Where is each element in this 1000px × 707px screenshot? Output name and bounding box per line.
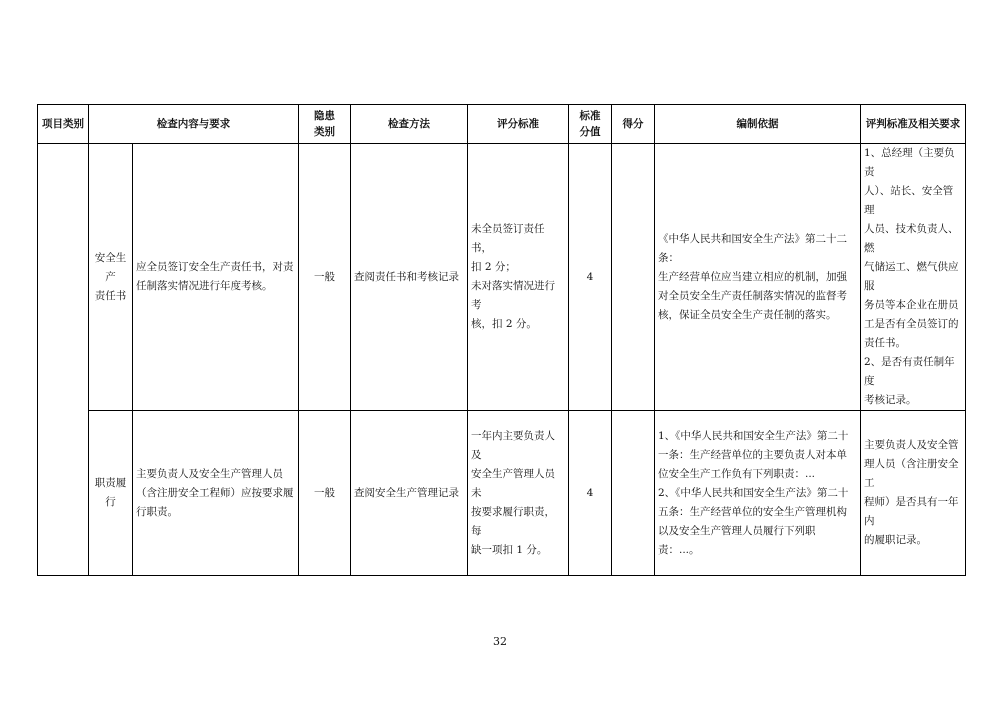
header-points: 标准 分值 (569, 105, 612, 144)
header-method: 检查方法 (351, 105, 468, 144)
header-basis: 编制依据 (655, 105, 861, 144)
content-cell: 主要负责人及安全生产管理人员 （含注册安全工程师）应按要求履 行职责。 (133, 411, 299, 576)
inspection-table (37, 104, 966, 576)
score-cell (612, 144, 655, 411)
criteria-cell: 主要负责人及安全管 理人员（含注册安全工 程师）是否具有一年内 的履职记录。 (861, 411, 966, 576)
method-cell: 查阅安全生产管理记录 (351, 411, 468, 576)
hazard-cell: 一般 (299, 144, 351, 411)
header-criteria: 评判标准及相关要求 (861, 105, 966, 144)
subcategory-cell: 安全生 产 责任书 (89, 144, 133, 411)
points-cell: 4 (569, 144, 612, 411)
page-number: 32 (493, 635, 507, 648)
content-cell: 应全员签订安全生产责任书，对责 任制落实情况进行年度考核。 (133, 144, 299, 411)
hazard-cell: 一般 (299, 411, 351, 576)
subcategory-cell: 职责履 行 (89, 411, 133, 576)
header-hazard: 隐患 类别 (299, 105, 351, 144)
header-content: 检查内容与要求 (89, 105, 299, 144)
basis-cell: 《中华人民共和国安全生产法》第二十二 条： 生产经营单位应当建立相应的机制，加强 对全员安全生产责任制落实情况的监督考 核，保证全员安全生产责任制的落实。 (655, 144, 861, 411)
header-scoring: 评分标准 (468, 105, 569, 144)
table-row (38, 411, 966, 576)
method-cell: 查阅责任书和考核记录 (351, 144, 468, 411)
basis-cell: 1、《中华人民共和国安全生产法》第二十 一条：生产经营单位的主要负责人对本单 位安全生产工作负有下列职责：... 2、《中华人民共和国安全生产法》第二十 五条：生产经营单位的安全生产管理机构 以及安全生产管理人员履行下列职 责：...。 (655, 411, 861, 576)
criteria-cell: 1、总经理（主要负责 人）、站长、安全管理 人员、技术负责人、燃 气储运工、燃气供应服 务员等本企业在册员 工是否有全员签订的 责任书。 2、是否有责任制年度 考核记录。 (861, 144, 966, 411)
category-cell (38, 144, 89, 576)
points-cell: 4 (569, 411, 612, 576)
score-cell (612, 411, 655, 576)
table-row (38, 144, 966, 411)
table-header-row (38, 105, 966, 144)
scoring-cell: 一年内主要负责人及 安全生产管理人员未 按要求履行职责，每 缺一项扣 1 分。 (468, 411, 569, 576)
scoring-cell: 未全员签订责任书， 扣 2 分； 未对落实情况进行考 核，扣 2 分。 (468, 144, 569, 411)
header-score: 得分 (612, 105, 655, 144)
header-category: 项目类别 (38, 105, 89, 144)
